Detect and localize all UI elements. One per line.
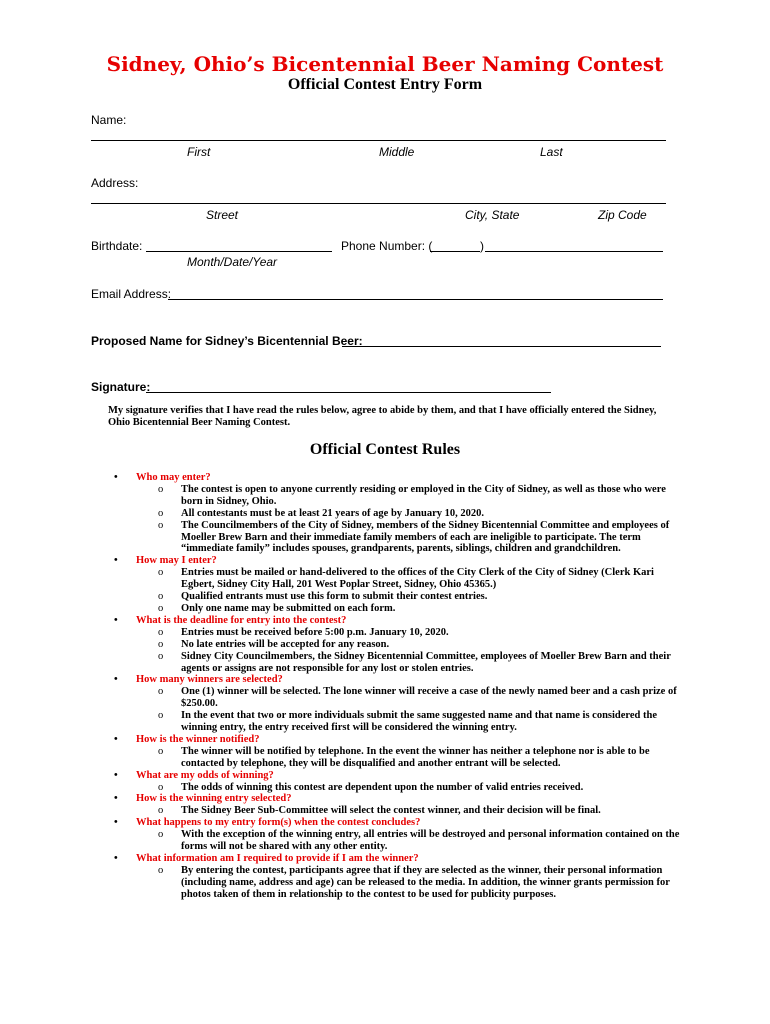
- rule-answer: o The Sidney Beer Sub-Committee will select the contest winner, and their decision will be final.: [110, 805, 690, 817]
- rule-answer: o The winner will be notified by telephone. In the event the winner has neither a telephone nor is able to be contacted by telephone, they will be disqualified and another entrant will be selected.: [110, 746, 690, 770]
- rule-question: • How may I enter?: [110, 555, 690, 567]
- rule-answer: o By entering the contest, participants agree that if they are selected as the winner, their personal information (including name, address and age) can be released to the media. In addition, the winner grants permission for photos taken of them in relationship to the contest to be used for publicity purposes.: [110, 865, 690, 901]
- middle-name-label: Middle: [379, 145, 415, 159]
- city-state-label: City, State: [465, 208, 520, 222]
- phone-area-code-line[interactable]: [430, 251, 480, 252]
- form-subtitle: Official Contest Entry Form: [287, 76, 483, 93]
- rule-answer: o No late entries will be accepted for any reason.: [110, 639, 690, 651]
- name-field-line[interactable]: [91, 140, 666, 141]
- birthdate-label: Birthdate:: [91, 239, 143, 253]
- first-name-label: First: [187, 145, 211, 159]
- rule-answer: o Qualified entrants must use this form to submit their contest entries.: [110, 591, 690, 603]
- rule-answer: o The Councilmembers of the City of Sidney, members of the Sidney Bicentennial Committee and employees of Moeller Brew Barn and their immediate family members of each are ineligible to participate. The term “immediate family” includes spouses, grandparents, parents, siblings, children and grandchildren.: [110, 520, 690, 556]
- rule-answer: o Only one name may be submitted on each form.: [110, 603, 690, 615]
- rule-question: • What happens to my entry form(s) when the contest concludes?: [110, 817, 690, 829]
- name-label: Name:: [91, 113, 127, 127]
- rule-answer: o In the event that two or more individuals submit the same suggested name and that name is considered the winning entry, the entry received first will be considered the winning entry.: [110, 710, 690, 734]
- rule-answer: o Entries must be mailed or hand-delivered to the offices of the City Clerk of the City of Sidney (Clerk Kari Egbert, Sidney City Hall, 201 West Poplar Street, Sidney, Ohio 45365.): [110, 567, 690, 591]
- rule-answer: o The odds of winning this contest are dependent upon the number of valid entries received.: [110, 782, 690, 794]
- email-label: Email Address:: [91, 287, 172, 301]
- birthdate-field-line[interactable]: [146, 251, 332, 252]
- phone-label: Phone Number: (: [341, 239, 433, 253]
- rule-question: • What information am I required to provide if I am the winner?: [110, 853, 690, 865]
- date-format-label: Month/Date/Year: [187, 255, 278, 269]
- rule-question: • What is the deadline for entry into the contest?: [110, 615, 690, 627]
- rule-answer: o Sidney City Councilmembers, the Sidney Bicentennial Committee, employees of Moeller Brew Barn and their agents or assigns are not responsible for any lost or stolen entries.: [110, 651, 690, 675]
- signature-label: Signature:: [91, 380, 151, 394]
- phone-paren-close: ): [480, 239, 484, 253]
- rule-answer: o All contestants must be at least 21 years of age by January 10, 2020.: [110, 508, 690, 520]
- rule-answer: o One (1) winner will be selected. The lone winner will receive a case of the newly named beer and a cash prize of $250.00.: [110, 686, 690, 710]
- rule-answer: o With the exception of the winning entry, all entries will be destroyed and personal information contained on the forms will not be shared with any other entity.: [110, 829, 690, 853]
- rule-question: • What are my odds of winning?: [110, 770, 690, 782]
- proposed-name-label: Proposed Name for Sidney’s Bicentennial Beer:: [91, 334, 363, 348]
- address-field-line[interactable]: [91, 203, 666, 204]
- proposed-name-field-line[interactable]: [342, 346, 661, 347]
- rules-title: Official Contest Rules: [309, 441, 461, 458]
- signature-field-line[interactable]: [146, 392, 551, 393]
- zip-code-label: Zip Code: [598, 208, 647, 222]
- phone-number-line[interactable]: [485, 251, 663, 252]
- rule-question: • How is the winning entry selected?: [110, 793, 690, 805]
- rule-question: • How many winners are selected?: [110, 674, 690, 686]
- email-field-line[interactable]: [168, 299, 663, 300]
- address-label: Address:: [91, 176, 139, 190]
- rule-answer: o Entries must be received before 5:00 p.m. January 10, 2020.: [110, 627, 690, 639]
- rule-answer: o The contest is open to anyone currently residing or employed in the City of Sidney, as well as those who were born in Sidney, Ohio.: [110, 484, 690, 508]
- rules-list: [110, 472, 690, 901]
- rule-question: • Who may enter?: [110, 472, 690, 484]
- last-name-label: Last: [540, 145, 563, 159]
- signature-verification-text: My signature verifies that I have read the rules below, agree to abide by them, and that I have officially entered the Sidney, Ohio Bicentennial Beer Naming Contest.: [108, 405, 657, 428]
- street-label: Street: [206, 208, 239, 222]
- page-title: Sidney, Ohio’s Bicentennial Beer Naming Contest: [106, 52, 664, 76]
- rule-question: • How is the winner notified?: [110, 734, 690, 746]
